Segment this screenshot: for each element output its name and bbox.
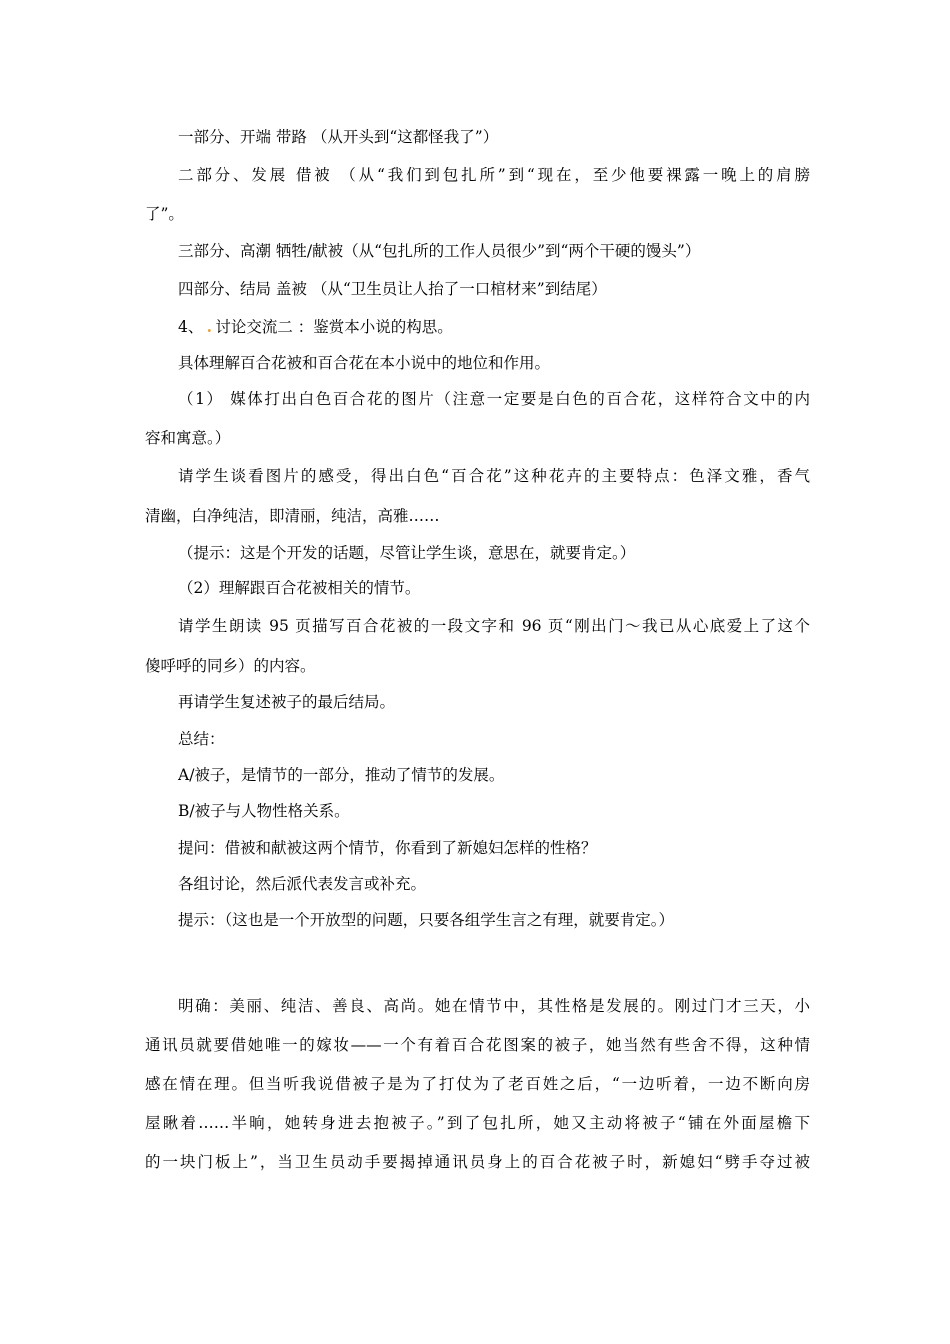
discussion-two-heading [178, 317, 810, 337]
orange-dot-mark: . [206, 317, 213, 336]
part-three-line: 三部分、高潮 牺牲/献被（从“包扎所的工作人员很少”到“两个干硬的馒头”） [178, 242, 701, 260]
part-one-line: 一部分、开端 带路 （从开头到“这都怪我了”） [178, 128, 499, 146]
paragraph-line: 具体理解百合花被和百合花在本小说中的地位和作用。 [178, 354, 551, 372]
paragraph-line: A/被子，是情节的一部分，推动了情节的发展。 [178, 766, 505, 784]
paragraph-line: 提示：（这也是一个开放型的问题，只要各组学生言之有理，就要肯定。） [178, 911, 675, 929]
part-two-continuation: 了”。 [145, 205, 184, 223]
part-four-line: 四部分、结局 盖被 （从“卫生员让人抬了一口棺材来”到结尾） [178, 280, 607, 298]
paragraph-line: 请学生谈看图片的感受，得出白色“百合花”这种花卉的主要特点：色泽文雅，香气 [178, 467, 810, 485]
paragraph-line: 感在情在理。但当听我说借被子是为了打仗为了老百姓之后，“一边听着，一边不断向房 [145, 1075, 810, 1093]
paragraph-line: 请学生朗读 95 页描写百合花被的一段文字和 96 页“刚出门～我已从心底爱上了这个 [178, 617, 810, 635]
paragraph-line: B/被子与人物性格关系。 [178, 802, 350, 820]
item-number: 4、 [178, 318, 204, 336]
paragraph-line: 明确：美丽、纯洁、善良、高尚。她在情节中，其性格是发展的。刚过门才三天，小 [178, 997, 810, 1015]
paragraph-line: 各组讨论，然后派代表发言或补充。 [178, 875, 427, 893]
paragraph-line: 傻呼呼的同乡）的内容。 [145, 657, 316, 675]
paragraph-line: 再请学生复述被子的最后结局。 [178, 693, 396, 711]
heading-text: 讨论交流二 ：鉴赏本小说的构思。 [215, 318, 453, 336]
part-two-line: 二部分、发展 借被 （从“我们到包扎所”到“现在，至少他要裸露一晚上的肩膀 [178, 166, 810, 184]
paragraph-line: 屋瞅着……半晌，她转身进去抱被子。”到了包扎所，她又主动将被子“铺在外面屋檐下 [145, 1114, 810, 1132]
paragraph-line: 容和寓意。） [145, 429, 231, 447]
paragraph-line: 的一块门板上”，当卫生员动手要揭掉通讯员身上的百合花被子时，新媳妇“劈手夺过被 [145, 1153, 810, 1171]
paragraph-line: 清幽，白净纯洁，即清丽，纯洁，高雅…… [145, 507, 440, 525]
paragraph-line: （提示：这是个开发的话题，尽管让学生谈，意思在，就要肯定。） [178, 544, 636, 562]
paragraph-line: 总结： [178, 730, 225, 748]
paragraph-line: 通讯员就要借她唯一的嫁妆——一个有着百合花图案的被子，她当然有些舍不得，这种情 [145, 1036, 810, 1054]
paragraph-line: （1） 媒体打出白色百合花的图片（注意一定要是白色的百合花，这样符合文中的内 [178, 390, 810, 408]
paragraph-line: （2）理解跟百合花被相关的情节。 [178, 579, 421, 597]
paragraph-line: 提问：借被和献被这两个情节，你看到了新媳妇怎样的性格？ [178, 839, 597, 857]
